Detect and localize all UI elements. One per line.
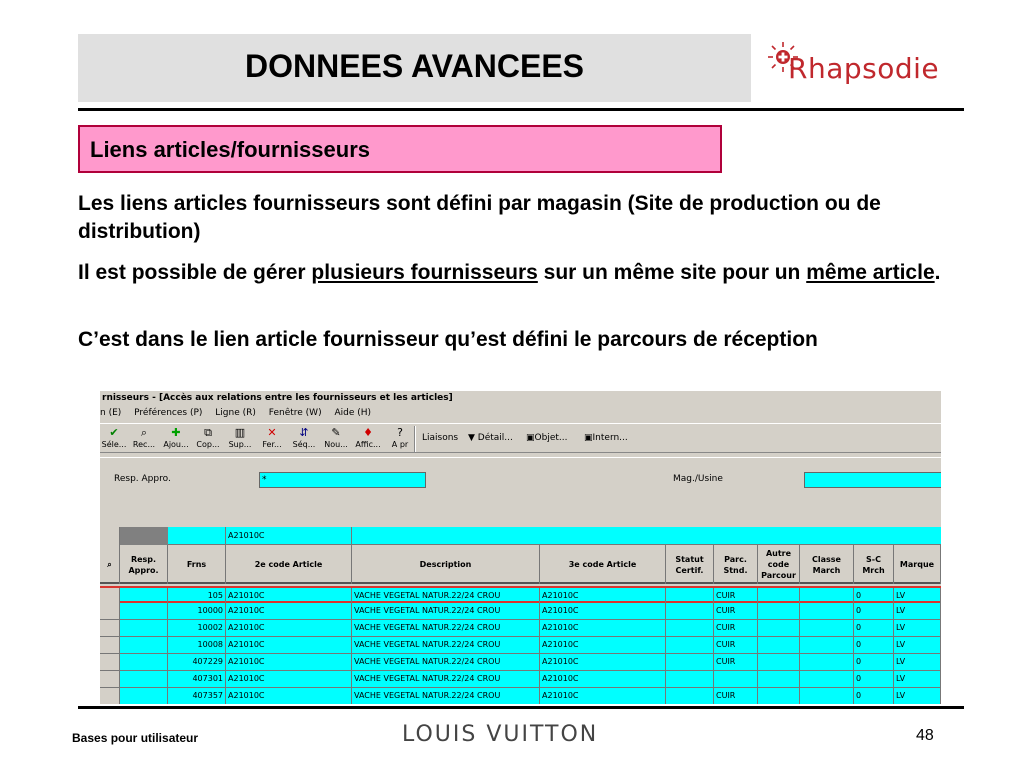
filter-panel (100, 457, 941, 515)
cell-description[interactable]: VACHE VEGETAL NATUR.22/24 CROU (352, 688, 540, 704)
cell-3e-code-article[interactable]: A21010C (540, 671, 666, 687)
rhapsodie-logo (766, 40, 946, 96)
cell-marque[interactable]: LV (894, 654, 941, 670)
cell-marque[interactable]: LV (894, 620, 941, 636)
app-window (100, 391, 941, 704)
search-icon: ⌕ (140, 426, 148, 439)
detail-dropdown[interactable]: ▼ Détail... (468, 433, 513, 443)
mag-usine-input[interactable] (804, 472, 941, 488)
cell-marque[interactable]: LV (894, 637, 941, 653)
subtitle-box (78, 125, 722, 173)
cell-statut-certif[interactable] (666, 588, 714, 604)
cell-autre-code-parcour[interactable] (758, 654, 800, 670)
liaisons-label: Liaisons (422, 433, 459, 443)
column-header-classe-march[interactable]: Classe March (800, 545, 854, 584)
cell-3e-code-article[interactable]: A21010C (540, 588, 666, 604)
paragraph-2-underline-1: plusieurs fournisseurs (311, 261, 538, 284)
cell-2e-code-article[interactable]: A21010C (226, 637, 352, 653)
footer-divider (78, 706, 964, 709)
column-header-resp-appro[interactable]: Resp. Appro. (120, 545, 168, 584)
table-row[interactable] (100, 654, 941, 671)
row-selector[interactable] (100, 688, 120, 704)
grid-bar-current-value[interactable]: A21010C (226, 527, 352, 545)
grid-bar-cell (168, 527, 226, 545)
mag-usine-label: Mag./Usine (673, 474, 723, 484)
menu-item-ligne[interactable]: Ligne (R) (215, 408, 256, 418)
new-button[interactable]: ✎ Nou... (322, 426, 350, 452)
sequence-button[interactable]: ⇵ Séq... (290, 426, 318, 452)
paragraph-2-text-a: Il est possible de gérer (78, 261, 312, 284)
slide-subtitle: Liens articles/fournisseurs (90, 137, 370, 162)
help-button[interactable]: ? A pr (386, 426, 414, 452)
cell-description[interactable]: VACHE VEGETAL NATUR.22/24 CROU (352, 620, 540, 636)
cell-parc-stnd[interactable]: CUIR (714, 588, 758, 604)
paragraph-3: C’est dans le lien article fournisseur qu’est défini le parcours de réception (78, 328, 818, 351)
cell-sc-mrch[interactable]: 0 (854, 637, 894, 653)
cell-autre-code-parcour[interactable] (758, 637, 800, 653)
row-selector[interactable] (100, 654, 120, 670)
rhapsodie-logo-text: Rhapsodie (788, 52, 940, 85)
cell-sc-mrch[interactable]: 0 (854, 671, 894, 687)
cell-statut-certif[interactable] (666, 688, 714, 704)
dropdown-arrow-icon: ▼ (468, 433, 475, 443)
cell-resp-appro[interactable] (120, 637, 168, 653)
header-search-icon[interactable]: ⌕ (100, 545, 120, 584)
cell-frns[interactable]: 407357 (168, 688, 226, 704)
cell-classe-march[interactable] (800, 588, 854, 604)
cell-autre-code-parcour[interactable] (758, 603, 800, 619)
cell-classe-march[interactable] (800, 671, 854, 687)
cell-resp-appro[interactable] (120, 654, 168, 670)
new-icon: ✎ (331, 426, 341, 439)
footer-label: Bases pour utilisateur (72, 731, 199, 745)
cell-marque[interactable]: LV (894, 688, 941, 704)
cell-frns[interactable]: 10000 (168, 603, 226, 619)
cell-classe-march[interactable] (800, 620, 854, 636)
table-row[interactable] (100, 620, 941, 637)
delete-button[interactable]: ▥ Sup... (226, 426, 254, 452)
cell-parc-stnd[interactable]: CUIR (714, 654, 758, 670)
help-icon: ? (397, 426, 403, 439)
cell-classe-march[interactable] (800, 603, 854, 619)
add-button[interactable]: ✚ Ajou... (163, 426, 189, 449)
toolbar (100, 423, 941, 453)
paragraph-2-text-c: . (934, 261, 941, 284)
cell-2e-code-article[interactable]: A21010C (226, 588, 352, 604)
cell-2e-code-article[interactable]: A21010C (226, 688, 352, 704)
cell-sc-mrch[interactable]: 0 (854, 654, 894, 670)
cell-autre-code-parcour[interactable] (758, 588, 800, 604)
cell-statut-certif[interactable] (666, 671, 714, 687)
cell-autre-code-parcour[interactable] (758, 688, 800, 704)
plus-icon: ✚ (171, 426, 181, 439)
cell-parc-stnd[interactable]: CUIR (714, 603, 758, 619)
cell-resp-appro[interactable] (120, 688, 168, 704)
row-selector[interactable] (100, 603, 120, 619)
cell-statut-certif[interactable] (666, 620, 714, 636)
resp-appro-input[interactable]: * (259, 472, 426, 488)
table-row[interactable] (100, 688, 941, 704)
cell-marque[interactable]: LV (894, 603, 941, 619)
cell-sc-mrch[interactable]: 0 (854, 620, 894, 636)
column-header-sc-mrch[interactable]: S-C Mrch (854, 545, 894, 584)
cell-marque[interactable]: LV (894, 588, 941, 604)
cell-sc-mrch[interactable]: 0 (854, 588, 894, 604)
cell-3e-code-article[interactable]: A21010C (540, 654, 666, 670)
cell-2e-code-article[interactable]: A21010C (226, 654, 352, 670)
column-header-3e-code-article[interactable]: 3e code Article (540, 545, 666, 584)
grid-header (100, 545, 941, 584)
table-row[interactable] (100, 671, 941, 688)
check-icon: ✔ (109, 426, 119, 439)
column-header-frns[interactable]: Frns (168, 545, 226, 584)
window-title: rnisseurs - [Accès aux relations entre les fournisseurs et les articles] (100, 391, 941, 406)
copy-button[interactable]: ⧉ Cop... (194, 426, 222, 452)
document-icon: ▣ (584, 433, 593, 443)
row-selector[interactable] (100, 637, 120, 653)
grid-edit-bar (100, 527, 941, 545)
paragraph-2-text-b: sur un même site pour un (537, 261, 807, 284)
cell-classe-march[interactable] (800, 637, 854, 653)
objet-button[interactable]: ▣Objet... (526, 433, 568, 443)
cell-classe-march[interactable] (800, 688, 854, 704)
column-header-2e-code-article[interactable]: 2e code Article (226, 545, 352, 584)
toolbar-separator (414, 426, 416, 452)
cell-frns[interactable]: 10008 (168, 637, 226, 653)
sequence-icon: ⇵ (299, 426, 309, 439)
cell-3e-code-article[interactable]: A21010C (540, 637, 666, 653)
table-row[interactable] (100, 603, 941, 620)
document-icon: ▣ (526, 433, 535, 443)
cell-3e-code-article[interactable]: A21010C (540, 688, 666, 704)
cell-2e-code-article[interactable]: A21010C (226, 603, 352, 619)
cell-resp-appro[interactable] (120, 603, 168, 619)
cell-parc-stnd[interactable] (714, 671, 758, 687)
footer-brand-logo: LOUIS VUITTON (402, 722, 599, 747)
grid-bar-corner (100, 527, 120, 545)
table-row[interactable] (100, 637, 941, 654)
cell-description[interactable]: VACHE VEGETAL NATUR.22/24 CROU (352, 603, 540, 619)
cell-description[interactable]: VACHE VEGETAL NATUR.22/24 CROU (352, 671, 540, 687)
cell-resp-appro[interactable] (120, 588, 168, 604)
paragraph-1: Les liens articles fournisseurs sont défini par magasin (Site de production ou de distribution) (78, 192, 881, 243)
header-divider (78, 108, 964, 111)
cell-frns[interactable]: 407301 (168, 671, 226, 687)
row-selector[interactable] (100, 671, 120, 687)
intern-button[interactable]: ▣Intern... (584, 433, 628, 443)
cell-autre-code-parcour[interactable] (758, 620, 800, 636)
cell-autre-code-parcour[interactable] (758, 671, 800, 687)
column-header-autre-code-parcour[interactable]: Autre code Parcour (758, 545, 800, 584)
cell-3e-code-article[interactable]: A21010C (540, 620, 666, 636)
cell-statut-certif[interactable] (666, 637, 714, 653)
cell-classe-march[interactable] (800, 654, 854, 670)
cell-frns[interactable]: 10002 (168, 620, 226, 636)
page-number: 48 (916, 727, 934, 744)
table-row[interactable] (100, 586, 941, 603)
cell-frns[interactable]: 105 (168, 588, 226, 604)
cell-parc-stnd[interactable]: CUIR (714, 637, 758, 653)
cell-parc-stnd[interactable]: CUIR (714, 688, 758, 704)
cell-resp-appro[interactable] (120, 620, 168, 636)
menu-bar (100, 406, 941, 420)
menu-item-preferences[interactable]: Préférences (P) (134, 408, 203, 418)
column-header-parc-stnd[interactable]: Parc. Stnd. (714, 545, 758, 584)
title-box (78, 34, 751, 102)
column-header-statut-certif[interactable]: Statut Certif. (666, 545, 714, 584)
grid-bar-gray-cell (120, 527, 168, 545)
row-selector[interactable] (100, 588, 120, 604)
cell-parc-stnd[interactable]: CUIR (714, 620, 758, 636)
cell-statut-certif[interactable] (666, 654, 714, 670)
display-button[interactable]: ♦ Affic... (355, 426, 381, 449)
paragraph-2-underline-2: même article (806, 261, 935, 284)
cell-frns[interactable]: 407229 (168, 654, 226, 670)
close-icon: ✕ (267, 426, 277, 439)
cell-marque[interactable]: LV (894, 671, 941, 687)
search-button[interactable]: ⌕ Rec... (130, 426, 158, 452)
paragraph-2 (78, 259, 968, 287)
display-icon: ♦ (363, 426, 373, 439)
cell-sc-mrch[interactable]: 0 (854, 688, 894, 704)
menu-item-edition[interactable]: n (E) (100, 408, 122, 418)
cell-description[interactable]: VACHE VEGETAL NATUR.22/24 CROU (352, 637, 540, 653)
copy-icon: ⧉ (204, 426, 212, 439)
column-header-marque[interactable]: Marque (894, 545, 941, 584)
menu-item-fenetre[interactable]: Fenêtre (W) (268, 408, 322, 418)
resp-appro-label: Resp. Appro. (114, 474, 171, 484)
cell-sc-mrch[interactable]: 0 (854, 603, 894, 619)
cell-3e-code-article[interactable]: A21010C (540, 603, 666, 619)
cell-description[interactable]: VACHE VEGETAL NATUR.22/24 CROU (352, 654, 540, 670)
slide-title: DONNEES AVANCEES (244, 48, 584, 84)
menu-item-aide[interactable]: Aide (H) (334, 408, 372, 418)
select-button[interactable]: ✔ Séle... (101, 426, 127, 449)
column-header-description[interactable]: Description (352, 545, 540, 584)
cell-2e-code-article[interactable]: A21010C (226, 620, 352, 636)
cell-statut-certif[interactable] (666, 603, 714, 619)
row-selector[interactable] (100, 620, 120, 636)
trash-icon: ▥ (234, 426, 246, 439)
cell-description[interactable]: VACHE VEGETAL NATUR.22/24 CROU (352, 588, 540, 604)
cell-2e-code-article[interactable]: A21010C (226, 671, 352, 687)
cell-resp-appro[interactable] (120, 671, 168, 687)
close-button[interactable]: ✕ Fer... (258, 426, 286, 452)
